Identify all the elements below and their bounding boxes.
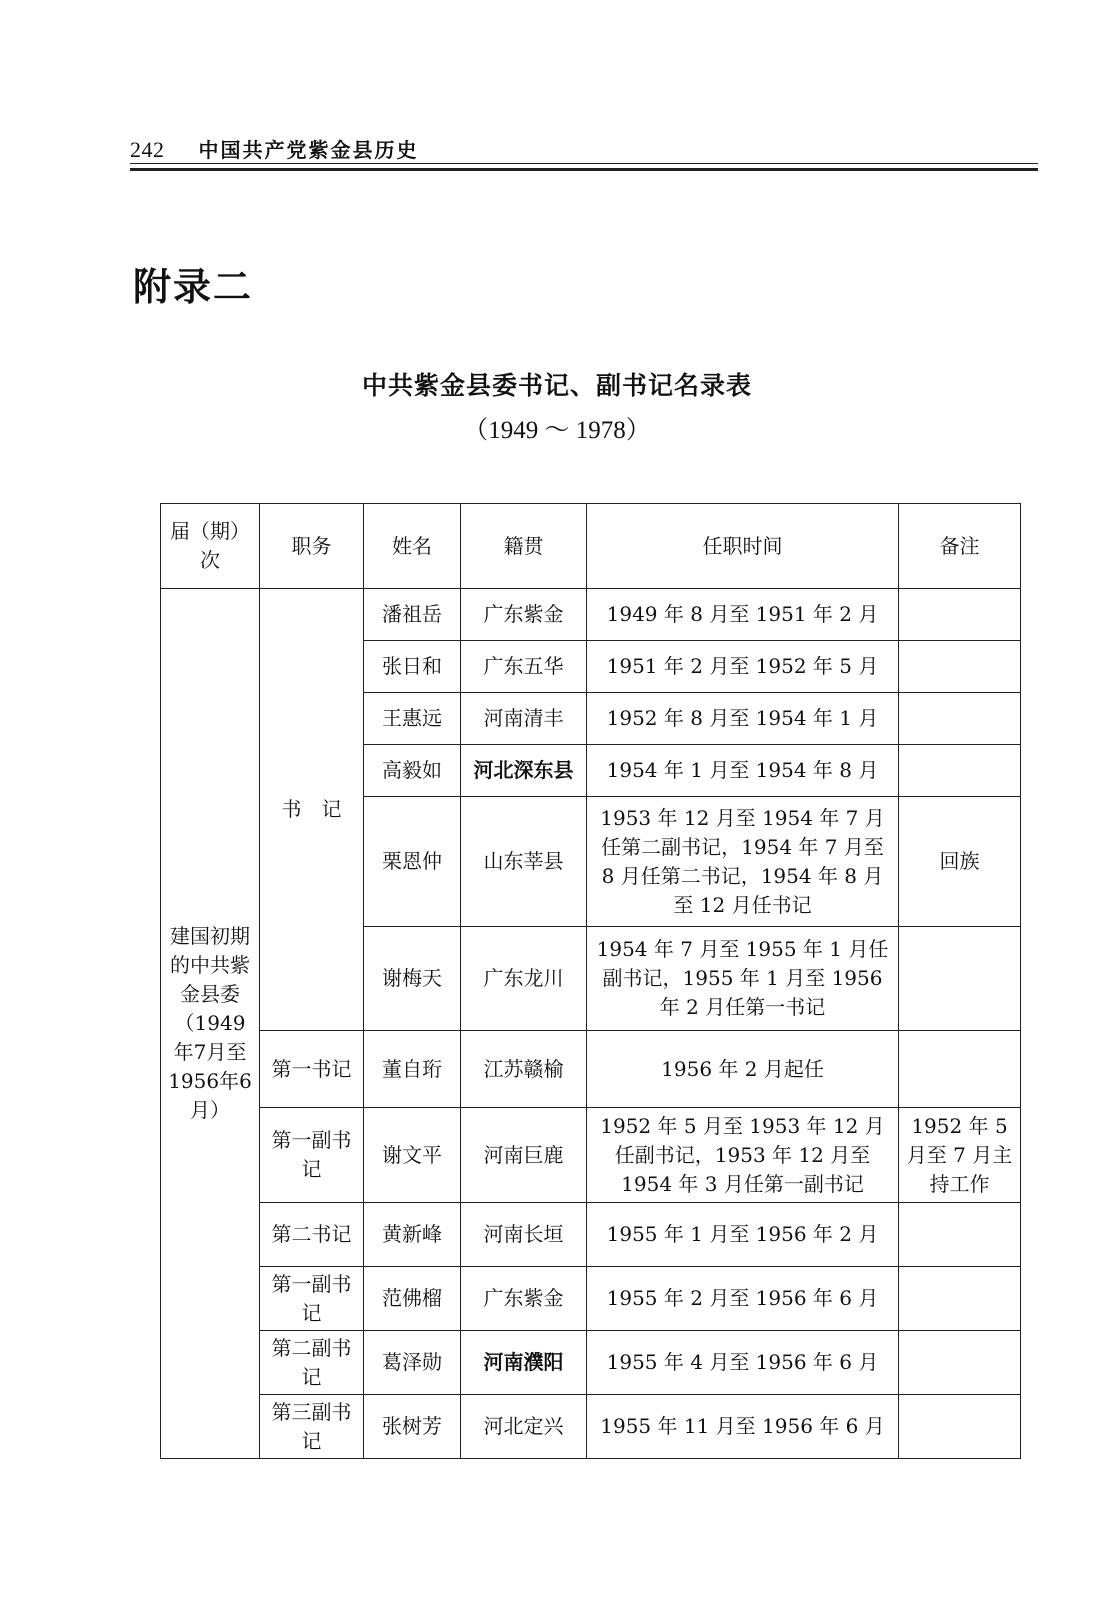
table-row (161, 1395, 1021, 1459)
header-rule-thin (130, 163, 1038, 164)
name-cell: 谢梅天 (364, 927, 461, 1031)
tenure-cell: 1952 年 5 月至 1953 年 12 月任副书记，1953 年 12 月至 1954 年 3 月任第一副书记 (587, 1108, 899, 1203)
name-cell: 潘祖岳 (364, 589, 461, 641)
note-cell (899, 927, 1021, 1031)
origin-cell: 山东莘县 (461, 797, 587, 927)
book-title: 中国共产党紫金县历史 (198, 138, 419, 162)
origin-cell: 河南濮阳 (461, 1331, 587, 1395)
header-term: 届（期）次 (161, 504, 260, 589)
origin-cell: 广东龙川 (461, 927, 587, 1031)
note-cell (899, 641, 1021, 693)
header-row (161, 504, 1021, 589)
position-cell: 第二书记 (260, 1203, 364, 1267)
name-cell: 张日和 (364, 641, 461, 693)
name-cell: 栗恩仲 (364, 797, 461, 927)
table-row (161, 1031, 1021, 1108)
name-cell: 董自珩 (364, 1031, 461, 1108)
note-cell: 1952 年 5 月至 7 月主持工作 (899, 1108, 1021, 1203)
position-cell: 第二副书记 (260, 1331, 364, 1395)
position-cell: 第一副书记 (260, 1267, 364, 1331)
table-row (161, 589, 1021, 641)
tenure-cell: 1955 年 1 月至 1956 年 2 月 (587, 1203, 899, 1267)
table-subtitle: （1949 ～ 1978） (463, 417, 651, 444)
position-cell: 第一副书记 (260, 1108, 364, 1203)
name-cell: 张树芳 (364, 1395, 461, 1459)
origin-cell: 广东紫金 (461, 589, 587, 641)
table-row (161, 1203, 1021, 1267)
tenure-cell: 1953 年 12 月至 1954 年 7 月任第二副书记，1954 年 7 月至 8 月任第二书记，1954 年 8 月至 12 月任书记 (587, 797, 899, 927)
origin-cell: 河北深东县 (461, 745, 587, 797)
name-cell: 王惠远 (364, 693, 461, 745)
note-cell (899, 745, 1021, 797)
running-header (130, 134, 419, 163)
tenure-cell: 1955 年 2 月至 1956 年 6 月 (587, 1267, 899, 1331)
name-cell: 黄新峰 (364, 1203, 461, 1267)
term-cell: 建国初期的中共紫金县委（1949年7月至1956年6月） (161, 589, 260, 1459)
origin-cell: 河南清丰 (461, 693, 587, 745)
header-tenure: 任职时间 (587, 504, 899, 589)
position-cell: 第一书记 (260, 1031, 364, 1108)
origin-cell: 河南长垣 (461, 1203, 587, 1267)
table-row (161, 1267, 1021, 1331)
tenure-cell: 1952 年 8 月至 1954 年 1 月 (587, 693, 899, 745)
name-cell: 高毅如 (364, 745, 461, 797)
table-row (161, 1331, 1021, 1395)
secretary-roster-table (160, 503, 1021, 1459)
origin-cell: 江苏赣榆 (461, 1031, 587, 1108)
appendix-title: 附录二 (133, 265, 254, 309)
tenure-cell: 1956 年 2 月起任 (587, 1031, 899, 1108)
note-cell (899, 589, 1021, 641)
note-cell (899, 1395, 1021, 1459)
note-cell (899, 1031, 1021, 1108)
page-number: 242 (130, 137, 165, 162)
name-cell: 葛泽勋 (364, 1331, 461, 1395)
position-cell: 书 记 (260, 589, 364, 1031)
header-rule-thick (130, 168, 1038, 171)
tenure-cell: 1949 年 8 月至 1951 年 2 月 (587, 589, 899, 641)
note-cell (899, 1267, 1021, 1331)
name-cell: 范佛榴 (364, 1267, 461, 1331)
header-origin: 籍贯 (461, 504, 587, 589)
header-note: 备注 (899, 504, 1021, 589)
note-cell (899, 693, 1021, 745)
tenure-cell: 1955 年 11 月至 1956 年 6 月 (587, 1395, 899, 1459)
tenure-cell: 1954 年 7 月至 1955 年 1 月任副书记，1955 年 1 月至 1956 年 2 月任第一书记 (587, 927, 899, 1031)
origin-cell: 河南巨鹿 (461, 1108, 587, 1203)
origin-cell: 广东紫金 (461, 1267, 587, 1331)
origin-cell: 河北定兴 (461, 1395, 587, 1459)
table-header (161, 504, 1021, 589)
origin-cell: 广东五华 (461, 641, 587, 693)
header-name: 姓名 (364, 504, 461, 589)
note-cell: 回族 (899, 797, 1021, 927)
tenure-cell: 1955 年 4 月至 1956 年 6 月 (587, 1331, 899, 1395)
note-cell (899, 1203, 1021, 1267)
position-cell: 第三副书记 (260, 1395, 364, 1459)
table-body (161, 589, 1021, 1459)
header-position: 职务 (260, 504, 364, 589)
tenure-cell: 1951 年 2 月至 1952 年 5 月 (587, 641, 899, 693)
note-cell (899, 1331, 1021, 1395)
table-title: 中共紫金县委书记、副书记名录表 (361, 371, 752, 400)
name-cell: 谢文平 (364, 1108, 461, 1203)
table-row (161, 1108, 1021, 1203)
tenure-cell: 1954 年 1 月至 1954 年 8 月 (587, 745, 899, 797)
